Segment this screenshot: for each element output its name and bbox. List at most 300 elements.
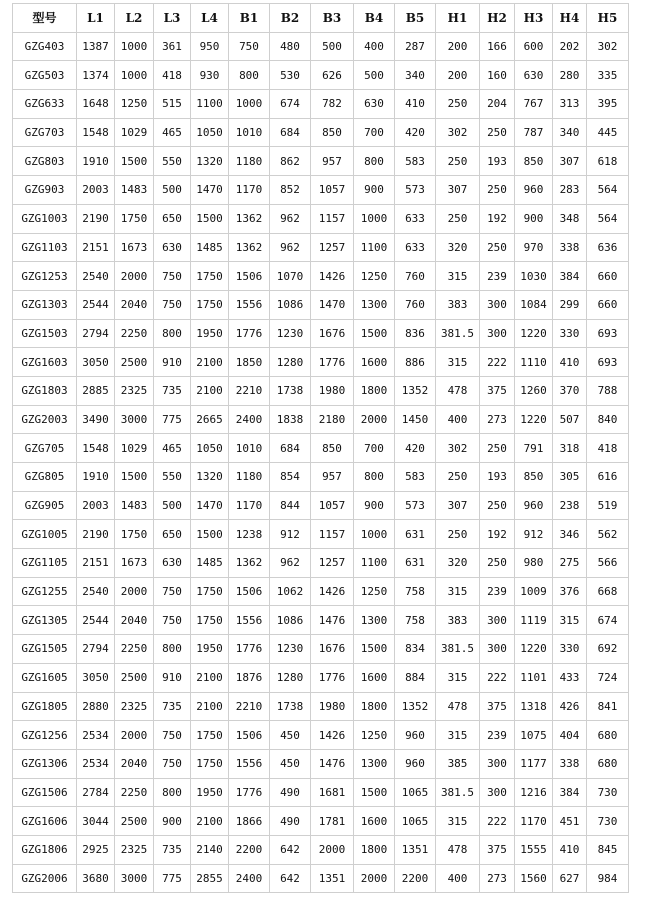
value-cell: 2100 xyxy=(191,663,229,692)
value-cell: 700 xyxy=(354,118,395,147)
value-cell: 750 xyxy=(154,290,191,319)
value-cell: 2100 xyxy=(191,692,229,721)
value-cell: 1387 xyxy=(77,32,115,61)
value-cell: 222 xyxy=(480,348,515,377)
model-cell: GZG633 xyxy=(13,90,77,119)
value-cell: 204 xyxy=(480,90,515,119)
value-cell: 800 xyxy=(229,61,270,90)
value-cell: 1057 xyxy=(311,491,354,520)
value-cell: 1850 xyxy=(229,348,270,377)
value-cell: 800 xyxy=(154,319,191,348)
value-cell: 767 xyxy=(515,90,553,119)
value-cell: 631 xyxy=(395,549,436,578)
value-cell: 273 xyxy=(480,405,515,434)
value-cell: 1110 xyxy=(515,348,553,377)
value-cell: 1506 xyxy=(229,721,270,750)
table-row xyxy=(13,176,629,205)
value-cell: 1216 xyxy=(515,778,553,807)
value-cell: 1676 xyxy=(311,319,354,348)
value-cell: 166 xyxy=(480,32,515,61)
value-cell: 750 xyxy=(154,577,191,606)
value-cell: 600 xyxy=(515,32,553,61)
value-cell: 250 xyxy=(480,549,515,578)
value-cell: 2925 xyxy=(77,835,115,864)
value-cell: 750 xyxy=(154,749,191,778)
column-header-model: 型号 xyxy=(13,4,77,33)
value-cell: 660 xyxy=(587,262,629,291)
value-cell: 2325 xyxy=(115,692,154,721)
table-row xyxy=(13,348,629,377)
value-cell: 750 xyxy=(154,721,191,750)
value-cell: 1009 xyxy=(515,577,553,606)
table-row xyxy=(13,376,629,405)
value-cell: 930 xyxy=(191,61,229,90)
value-cell: 1000 xyxy=(354,204,395,233)
value-cell: 200 xyxy=(436,32,480,61)
value-cell: 410 xyxy=(395,90,436,119)
value-cell: 1776 xyxy=(311,348,354,377)
value-cell: 384 xyxy=(553,778,587,807)
value-cell: 692 xyxy=(587,635,629,664)
value-cell: 2000 xyxy=(115,262,154,291)
value-cell: 530 xyxy=(270,61,311,90)
value-cell: 1057 xyxy=(311,176,354,205)
value-cell: 192 xyxy=(480,520,515,549)
value-cell: 500 xyxy=(311,32,354,61)
model-cell: GZG1605 xyxy=(13,663,77,692)
value-cell: 1838 xyxy=(270,405,311,434)
value-cell: 315 xyxy=(436,262,480,291)
value-cell: 984 xyxy=(587,864,629,893)
value-cell: 410 xyxy=(553,348,587,377)
value-cell: 2500 xyxy=(115,807,154,836)
value-cell: 300 xyxy=(480,319,515,348)
column-header-b2: B2 xyxy=(270,4,311,33)
value-cell: 636 xyxy=(587,233,629,262)
value-cell: 630 xyxy=(154,549,191,578)
value-cell: 315 xyxy=(436,807,480,836)
value-cell: 788 xyxy=(587,376,629,405)
value-cell: 1180 xyxy=(229,147,270,176)
value-cell: 346 xyxy=(553,520,587,549)
value-cell: 1250 xyxy=(354,262,395,291)
value-cell: 490 xyxy=(270,807,311,836)
value-cell: 1950 xyxy=(191,778,229,807)
value-cell: 957 xyxy=(311,147,354,176)
value-cell: 2794 xyxy=(77,319,115,348)
value-cell: 616 xyxy=(587,463,629,492)
value-cell: 384 xyxy=(553,262,587,291)
table-row xyxy=(13,864,629,893)
value-cell: 3000 xyxy=(115,864,154,893)
model-cell: GZG703 xyxy=(13,118,77,147)
value-cell: 300 xyxy=(480,749,515,778)
value-cell: 2250 xyxy=(115,778,154,807)
value-cell: 2151 xyxy=(77,549,115,578)
value-cell: 250 xyxy=(436,520,480,549)
value-cell: 1362 xyxy=(229,204,270,233)
value-cell: 730 xyxy=(587,807,629,836)
value-cell: 1280 xyxy=(270,663,311,692)
value-cell: 642 xyxy=(270,835,311,864)
value-cell: 275 xyxy=(553,549,587,578)
table-row xyxy=(13,549,629,578)
value-cell: 222 xyxy=(480,807,515,836)
value-cell: 1950 xyxy=(191,319,229,348)
value-cell: 2534 xyxy=(77,749,115,778)
value-cell: 760 xyxy=(395,290,436,319)
value-cell: 400 xyxy=(354,32,395,61)
value-cell: 1980 xyxy=(311,692,354,721)
value-cell: 300 xyxy=(480,778,515,807)
value-cell: 800 xyxy=(154,778,191,807)
value-cell: 418 xyxy=(154,61,191,90)
table-row xyxy=(13,606,629,635)
value-cell: 912 xyxy=(270,520,311,549)
model-cell: GZG1253 xyxy=(13,262,77,291)
value-cell: 791 xyxy=(515,434,553,463)
value-cell: 375 xyxy=(480,835,515,864)
value-cell: 192 xyxy=(480,204,515,233)
value-cell: 2784 xyxy=(77,778,115,807)
table-row xyxy=(13,90,629,119)
value-cell: 2000 xyxy=(354,405,395,434)
value-cell: 630 xyxy=(154,233,191,262)
model-cell: GZG2003 xyxy=(13,405,77,434)
value-cell: 900 xyxy=(354,176,395,205)
value-cell: 1000 xyxy=(229,90,270,119)
value-cell: 674 xyxy=(270,90,311,119)
value-cell: 385 xyxy=(436,749,480,778)
value-cell: 478 xyxy=(436,376,480,405)
value-cell: 280 xyxy=(553,61,587,90)
value-cell: 1374 xyxy=(77,61,115,90)
value-cell: 338 xyxy=(553,749,587,778)
table-row xyxy=(13,32,629,61)
value-cell: 1876 xyxy=(229,663,270,692)
column-header-b1: B1 xyxy=(229,4,270,33)
value-cell: 1157 xyxy=(311,204,354,233)
value-cell: 775 xyxy=(154,405,191,434)
value-cell: 583 xyxy=(395,147,436,176)
value-cell: 850 xyxy=(311,434,354,463)
column-header-l4: L4 xyxy=(191,4,229,33)
value-cell: 1506 xyxy=(229,577,270,606)
value-cell: 250 xyxy=(480,176,515,205)
table-row xyxy=(13,692,629,721)
value-cell: 381.5 xyxy=(436,319,480,348)
value-cell: 633 xyxy=(395,204,436,233)
value-cell: 302 xyxy=(436,118,480,147)
value-cell: 490 xyxy=(270,778,311,807)
column-header-h4: H4 xyxy=(553,4,587,33)
model-cell: GZG1806 xyxy=(13,835,77,864)
value-cell: 2250 xyxy=(115,319,154,348)
table-row xyxy=(13,233,629,262)
value-cell: 841 xyxy=(587,692,629,721)
table-row xyxy=(13,290,629,319)
value-cell: 884 xyxy=(395,663,436,692)
value-cell: 800 xyxy=(154,635,191,664)
value-cell: 287 xyxy=(395,32,436,61)
value-cell: 348 xyxy=(553,204,587,233)
value-cell: 3490 xyxy=(77,405,115,434)
value-cell: 1426 xyxy=(311,262,354,291)
value-cell: 418 xyxy=(587,434,629,463)
value-cell: 1750 xyxy=(191,290,229,319)
value-cell: 1000 xyxy=(354,520,395,549)
value-cell: 1351 xyxy=(395,835,436,864)
value-cell: 1673 xyxy=(115,549,154,578)
model-cell: GZG1306 xyxy=(13,749,77,778)
value-cell: 2003 xyxy=(77,176,115,205)
value-cell: 2190 xyxy=(77,204,115,233)
value-cell: 426 xyxy=(553,692,587,721)
value-cell: 564 xyxy=(587,204,629,233)
value-cell: 960 xyxy=(515,176,553,205)
value-cell: 1100 xyxy=(354,233,395,262)
value-cell: 650 xyxy=(154,520,191,549)
value-cell: 960 xyxy=(515,491,553,520)
value-cell: 1300 xyxy=(354,606,395,635)
value-cell: 2000 xyxy=(354,864,395,893)
value-cell: 2180 xyxy=(311,405,354,434)
value-cell: 300 xyxy=(480,635,515,664)
value-cell: 2665 xyxy=(191,405,229,434)
value-cell: 193 xyxy=(480,147,515,176)
spec-table-container xyxy=(12,3,629,893)
table-row xyxy=(13,835,629,864)
value-cell: 1750 xyxy=(115,520,154,549)
model-cell: GZG1255 xyxy=(13,577,77,606)
value-cell: 250 xyxy=(436,147,480,176)
value-cell: 730 xyxy=(587,778,629,807)
value-cell: 850 xyxy=(311,118,354,147)
model-cell: GZG1303 xyxy=(13,290,77,319)
value-cell: 1500 xyxy=(354,635,395,664)
value-cell: 1177 xyxy=(515,749,553,778)
value-cell: 962 xyxy=(270,204,311,233)
value-cell: 1800 xyxy=(354,376,395,405)
value-cell: 2100 xyxy=(191,348,229,377)
value-cell: 200 xyxy=(436,61,480,90)
value-cell: 338 xyxy=(553,233,587,262)
value-cell: 250 xyxy=(480,118,515,147)
value-cell: 1750 xyxy=(191,721,229,750)
value-cell: 630 xyxy=(515,61,553,90)
value-cell: 1500 xyxy=(191,204,229,233)
model-cell: GZG403 xyxy=(13,32,77,61)
value-cell: 2794 xyxy=(77,635,115,664)
value-cell: 2544 xyxy=(77,290,115,319)
value-cell: 1548 xyxy=(77,434,115,463)
value-cell: 1029 xyxy=(115,118,154,147)
value-cell: 1910 xyxy=(77,463,115,492)
value-cell: 2325 xyxy=(115,835,154,864)
value-cell: 315 xyxy=(436,577,480,606)
value-cell: 1318 xyxy=(515,692,553,721)
model-cell: GZG803 xyxy=(13,147,77,176)
column-header-h1: H1 xyxy=(436,4,480,33)
column-header-h5: H5 xyxy=(587,4,629,33)
value-cell: 1086 xyxy=(270,606,311,635)
value-cell: 1600 xyxy=(354,663,395,692)
value-cell: 500 xyxy=(154,176,191,205)
value-cell: 1750 xyxy=(191,606,229,635)
value-cell: 1257 xyxy=(311,233,354,262)
value-cell: 962 xyxy=(270,233,311,262)
value-cell: 1250 xyxy=(115,90,154,119)
model-cell: GZG503 xyxy=(13,61,77,90)
value-cell: 633 xyxy=(395,233,436,262)
value-cell: 910 xyxy=(154,663,191,692)
value-cell: 445 xyxy=(587,118,629,147)
value-cell: 962 xyxy=(270,549,311,578)
value-cell: 250 xyxy=(436,204,480,233)
model-cell: GZG1603 xyxy=(13,348,77,377)
table-row xyxy=(13,663,629,692)
model-cell: GZG805 xyxy=(13,463,77,492)
value-cell: 1000 xyxy=(115,61,154,90)
table-row xyxy=(13,262,629,291)
value-cell: 302 xyxy=(436,434,480,463)
value-cell: 735 xyxy=(154,692,191,721)
value-cell: 668 xyxy=(587,577,629,606)
value-cell: 202 xyxy=(553,32,587,61)
model-cell: GZG1503 xyxy=(13,319,77,348)
value-cell: 2000 xyxy=(115,721,154,750)
value-cell: 684 xyxy=(270,118,311,147)
value-cell: 1100 xyxy=(354,549,395,578)
spec-table xyxy=(12,3,629,893)
value-cell: 1426 xyxy=(311,721,354,750)
value-cell: 1170 xyxy=(229,176,270,205)
value-cell: 1781 xyxy=(311,807,354,836)
value-cell: 315 xyxy=(553,606,587,635)
value-cell: 1100 xyxy=(191,90,229,119)
value-cell: 1500 xyxy=(354,778,395,807)
value-cell: 381.5 xyxy=(436,635,480,664)
table-row xyxy=(13,635,629,664)
value-cell: 1101 xyxy=(515,663,553,692)
value-cell: 1555 xyxy=(515,835,553,864)
value-cell: 750 xyxy=(229,32,270,61)
value-cell: 1070 xyxy=(270,262,311,291)
value-cell: 1320 xyxy=(191,147,229,176)
value-cell: 376 xyxy=(553,577,587,606)
value-cell: 1600 xyxy=(354,348,395,377)
value-cell: 320 xyxy=(436,233,480,262)
model-cell: GZG1505 xyxy=(13,635,77,664)
value-cell: 239 xyxy=(480,721,515,750)
value-cell: 383 xyxy=(436,290,480,319)
value-cell: 775 xyxy=(154,864,191,893)
value-cell: 627 xyxy=(553,864,587,893)
value-cell: 1062 xyxy=(270,577,311,606)
value-cell: 2100 xyxy=(191,807,229,836)
value-cell: 2140 xyxy=(191,835,229,864)
value-cell: 630 xyxy=(354,90,395,119)
value-cell: 1866 xyxy=(229,807,270,836)
value-cell: 1776 xyxy=(229,635,270,664)
table-body xyxy=(13,32,629,893)
value-cell: 1800 xyxy=(354,692,395,721)
value-cell: 465 xyxy=(154,434,191,463)
value-cell: 1776 xyxy=(229,319,270,348)
value-cell: 239 xyxy=(480,577,515,606)
value-cell: 854 xyxy=(270,463,311,492)
value-cell: 2500 xyxy=(115,663,154,692)
value-cell: 1065 xyxy=(395,807,436,836)
value-cell: 250 xyxy=(480,233,515,262)
value-cell: 1075 xyxy=(515,721,553,750)
value-cell: 787 xyxy=(515,118,553,147)
value-cell: 3044 xyxy=(77,807,115,836)
value-cell: 912 xyxy=(515,520,553,549)
value-cell: 2040 xyxy=(115,290,154,319)
value-cell: 335 xyxy=(587,61,629,90)
value-cell: 2210 xyxy=(229,376,270,405)
table-row xyxy=(13,491,629,520)
value-cell: 307 xyxy=(436,491,480,520)
value-cell: 566 xyxy=(587,549,629,578)
value-cell: 2200 xyxy=(395,864,436,893)
model-cell: GZG905 xyxy=(13,491,77,520)
value-cell: 2040 xyxy=(115,606,154,635)
value-cell: 1250 xyxy=(354,721,395,750)
table-row xyxy=(13,721,629,750)
value-cell: 1500 xyxy=(191,520,229,549)
value-cell: 758 xyxy=(395,577,436,606)
table-header-row xyxy=(13,4,629,33)
value-cell: 250 xyxy=(436,90,480,119)
value-cell: 450 xyxy=(270,749,311,778)
value-cell: 383 xyxy=(436,606,480,635)
value-cell: 1230 xyxy=(270,319,311,348)
column-header-l3: L3 xyxy=(154,4,191,33)
value-cell: 1362 xyxy=(229,549,270,578)
value-cell: 1476 xyxy=(311,749,354,778)
value-cell: 970 xyxy=(515,233,553,262)
value-cell: 1300 xyxy=(354,290,395,319)
value-cell: 1170 xyxy=(229,491,270,520)
table-row xyxy=(13,204,629,233)
value-cell: 375 xyxy=(480,376,515,405)
value-cell: 370 xyxy=(553,376,587,405)
value-cell: 750 xyxy=(154,262,191,291)
value-cell: 1750 xyxy=(115,204,154,233)
value-cell: 1776 xyxy=(311,663,354,692)
value-cell: 758 xyxy=(395,606,436,635)
value-cell: 631 xyxy=(395,520,436,549)
value-cell: 1320 xyxy=(191,463,229,492)
value-cell: 618 xyxy=(587,147,629,176)
value-cell: 1180 xyxy=(229,463,270,492)
value-cell: 1170 xyxy=(515,807,553,836)
value-cell: 250 xyxy=(480,434,515,463)
value-cell: 1500 xyxy=(115,147,154,176)
value-cell: 2190 xyxy=(77,520,115,549)
value-cell: 3050 xyxy=(77,348,115,377)
value-cell: 960 xyxy=(395,721,436,750)
value-cell: 451 xyxy=(553,807,587,836)
value-cell: 1556 xyxy=(229,749,270,778)
value-cell: 299 xyxy=(553,290,587,319)
value-cell: 1910 xyxy=(77,147,115,176)
value-cell: 330 xyxy=(553,635,587,664)
value-cell: 1776 xyxy=(229,778,270,807)
value-cell: 1750 xyxy=(191,262,229,291)
